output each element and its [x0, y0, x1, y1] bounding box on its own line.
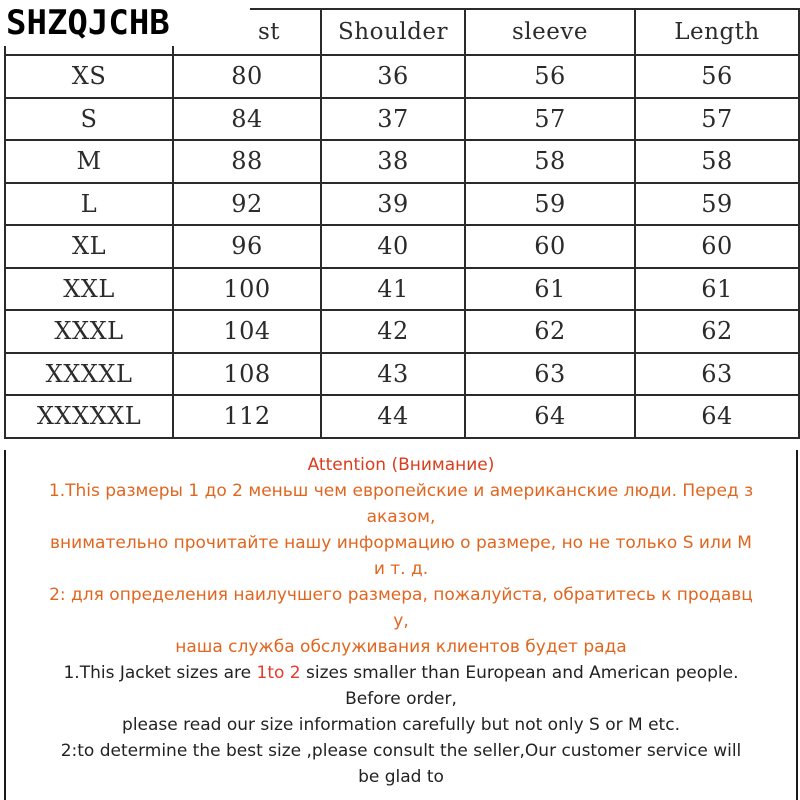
header-cell-shoulder: Shoulder [321, 9, 465, 55]
cell-bust: 100 [173, 268, 321, 311]
note-en-4b: be glad to [358, 767, 444, 787]
cell-length: 62 [635, 310, 799, 353]
cell-size: XL [5, 225, 173, 268]
table-row [5, 183, 799, 226]
note-en-1a: 1.This Jacket sizes are [63, 663, 257, 683]
cell-size: XXL [5, 268, 173, 311]
cell-bust: 92 [173, 183, 321, 226]
cell-length: 59 [635, 183, 799, 226]
cell-bust: 88 [173, 140, 321, 183]
cell-size: XXXXL [5, 353, 173, 396]
table-row [5, 140, 799, 183]
cell-shoulder: 42 [321, 310, 465, 353]
table-row [5, 98, 799, 141]
cell-shoulder: 41 [321, 268, 465, 311]
note-en-1 [6, 660, 796, 686]
attention-heading: Attention (Внимание) [307, 455, 495, 475]
cell-length: 64 [635, 395, 799, 438]
cell-sleeve: 56 [465, 55, 635, 98]
note-ru-2a: внимательно прочитайте нашу информацию о размере, но не только S или M [50, 533, 752, 553]
cell-sleeve: 61 [465, 268, 635, 311]
note-ru-2b: и т. д. [373, 559, 429, 579]
cell-length: 57 [635, 98, 799, 141]
cell-bust: 104 [173, 310, 321, 353]
note-en-3: please read our size information carefully but not only S or M etc. [122, 715, 680, 735]
cell-size: XXXXXL [5, 395, 173, 438]
cell-shoulder: 36 [321, 55, 465, 98]
cell-length: 56 [635, 55, 799, 98]
note-ru-3a: 2: для определения наилучшего размера, пожалуйста, обратитесь к продавц [49, 585, 753, 605]
cell-bust: 96 [173, 225, 321, 268]
cell-sleeve: 62 [465, 310, 635, 353]
header-cell-sleeve: sleeve [465, 9, 635, 55]
table-row [5, 268, 799, 311]
cell-shoulder: 37 [321, 98, 465, 141]
cell-sleeve: 57 [465, 98, 635, 141]
table-row [5, 55, 799, 98]
note-en-1b: sizes smaller than European and American people. [300, 663, 739, 683]
cell-length: 61 [635, 268, 799, 311]
brand-watermark: SHZQJCHB [0, 0, 250, 46]
note-en-1-highlight: 1to 2 [256, 663, 301, 683]
cell-sleeve: 63 [465, 353, 635, 396]
cell-shoulder: 40 [321, 225, 465, 268]
cell-bust: 108 [173, 353, 321, 396]
cell-length: 60 [635, 225, 799, 268]
note-ru-1b: аказом, [366, 507, 436, 527]
cell-size: XS [5, 55, 173, 98]
cell-shoulder: 44 [321, 395, 465, 438]
cell-size: S [5, 98, 173, 141]
cell-bust: 80 [173, 55, 321, 98]
cell-bust: 112 [173, 395, 321, 438]
cell-shoulder: 43 [321, 353, 465, 396]
cell-bust: 84 [173, 98, 321, 141]
cell-sleeve: 60 [465, 225, 635, 268]
cell-sleeve: 58 [465, 140, 635, 183]
note-en-4a: 2:to determine the best size ,please consult the seller,Our customer service will [60, 741, 742, 761]
cell-size: M [5, 140, 173, 183]
cell-sleeve: 59 [465, 183, 635, 226]
table-row [5, 395, 799, 438]
table-row [5, 353, 799, 396]
cell-shoulder: 39 [321, 183, 465, 226]
cell-size: XXXL [5, 310, 173, 353]
header-cell-bust: st [173, 9, 321, 55]
note-ru-4: наша служба обслуживания клиентов будет рада [175, 637, 627, 657]
note-en-2: Before order, [345, 689, 457, 709]
size-chart-table [4, 8, 800, 439]
size-notes [4, 450, 798, 800]
cell-size: L [5, 183, 173, 226]
table-row [5, 310, 799, 353]
cell-length: 63 [635, 353, 799, 396]
table-row [5, 225, 799, 268]
note-ru-1a: 1.This размеры 1 до 2 меньш чем европейские и американские люди. Перед з [48, 481, 754, 501]
header-cell-length: Length [635, 9, 799, 55]
cell-sleeve: 64 [465, 395, 635, 438]
cell-length: 58 [635, 140, 799, 183]
cell-shoulder: 38 [321, 140, 465, 183]
note-ru-3b: у, [393, 611, 409, 631]
